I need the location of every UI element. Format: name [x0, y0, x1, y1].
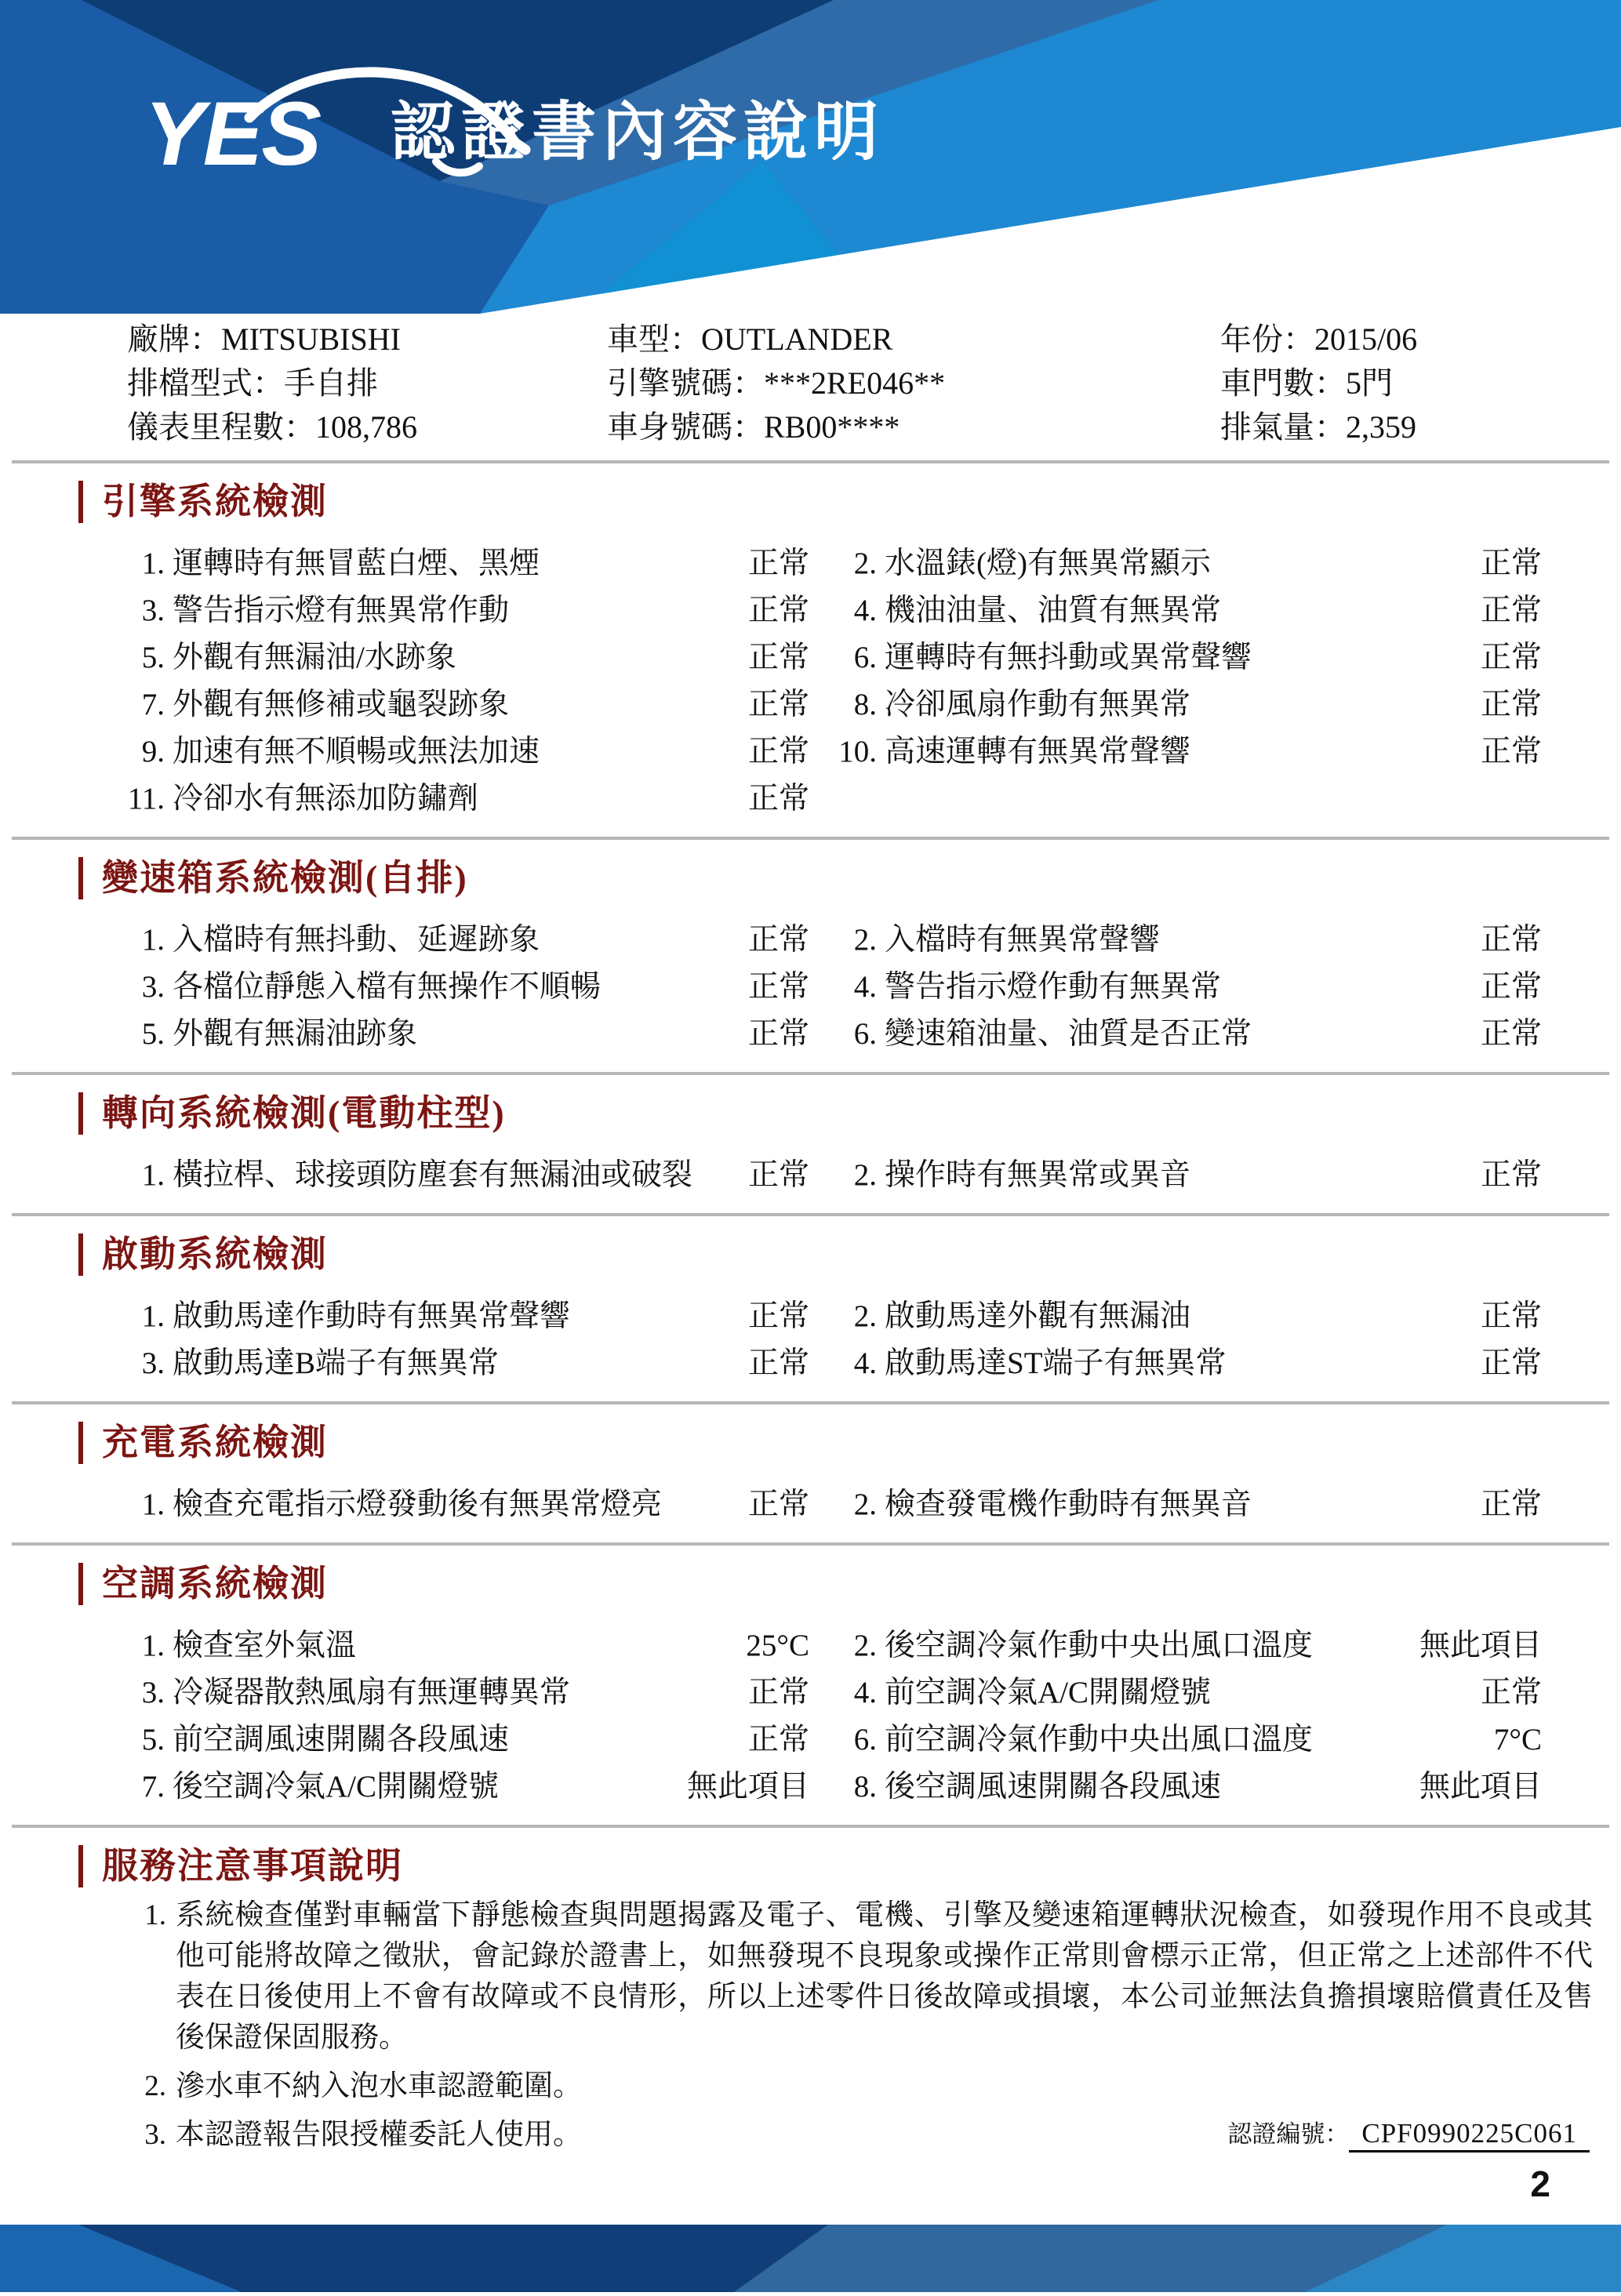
- section-title-bar: [78, 1845, 83, 1887]
- field-value: 108,786: [315, 409, 417, 445]
- field-value: ***2RE046**: [764, 365, 946, 401]
- item-status: 正常: [1480, 1676, 1542, 1709]
- item-status: 正常: [1480, 735, 1542, 768]
- section-title-row: [78, 1563, 1621, 1605]
- note-number: 3.: [144, 2119, 166, 2151]
- item-text: 前空調風速開關各段風速: [173, 1723, 510, 1757]
- section-title-row: [78, 1422, 1621, 1464]
- vehicle-info-column: [127, 322, 607, 454]
- section-divider: [12, 1213, 1609, 1216]
- note-text: 系統檢查僅對車輛當下靜態檢查與問題揭露及電子、電機、引擎及變速箱運轉狀況檢查，如發現作用不良或其他可能將故障之徵狀，會記錄於證書上，如無發現不良現象或操作正常則會標示正常，但正常之上述部件不代表在日後使用上不會有故障或不良情形，所以上述零件日後故障或損壞，本公司並無法負擔損壞賠償責任及售後保證保固服務。: [176, 1899, 1593, 2054]
- inspection-item: [125, 688, 809, 722]
- item-number: 11.: [127, 782, 165, 816]
- item-number: 7.: [141, 1770, 165, 1804]
- field-separator: ：: [670, 322, 701, 357]
- item-number: 6.: [853, 1723, 877, 1757]
- vehicle-info-field: [127, 322, 607, 357]
- field-value: OUTLANDER: [701, 322, 893, 357]
- vehicle-info: [127, 322, 1621, 454]
- inspection-item: [125, 735, 809, 769]
- item-number: 2.: [853, 1629, 877, 1662]
- inspection-item: [838, 1158, 1542, 1193]
- inspection-section: [0, 1092, 1621, 1216]
- item-status: 正常: [747, 923, 809, 957]
- item-number: 1.: [141, 547, 165, 580]
- item-number: 1.: [141, 1629, 165, 1662]
- field-separator: ：: [1283, 322, 1314, 357]
- item-number: 1.: [141, 1158, 165, 1192]
- inspection-item: [125, 1299, 809, 1334]
- section-items: [125, 1488, 1621, 1522]
- inspection-item: [125, 970, 809, 1004]
- section-title-row: [78, 1845, 1621, 1887]
- inspection-item: [125, 782, 809, 816]
- item-status: 正常: [747, 1488, 809, 1521]
- inspection-sections: [0, 481, 1621, 1828]
- inspection-item: [838, 1723, 1542, 1757]
- inspection-item: [838, 641, 1542, 675]
- item-text: 啟動馬達B端子有無異常: [173, 1346, 500, 1380]
- item-status: 正常: [747, 1676, 809, 1709]
- item-number: 2.: [853, 923, 877, 957]
- inspection-item: [125, 1770, 809, 1804]
- item-text: 前空調冷氣A/C開關燈號: [885, 1676, 1212, 1709]
- inspection-item: [125, 547, 809, 581]
- field-label: 年份: [1220, 322, 1283, 357]
- inspection-item: [838, 688, 1542, 722]
- inspection-item: [838, 594, 1542, 628]
- inspection-section: [0, 857, 1621, 1075]
- item-text: 警告指示燈有無異常作動: [173, 594, 510, 627]
- item-number: 5.: [141, 1017, 165, 1051]
- item-status: 無此項目: [1419, 1629, 1542, 1662]
- item-text: 警告指示燈作動有無異常: [885, 970, 1222, 1004]
- item-status: 正常: [747, 735, 809, 768]
- item-status: 正常: [1480, 641, 1542, 674]
- item-number: 2.: [853, 1299, 877, 1333]
- item-number: 3.: [141, 1676, 165, 1709]
- item-text: 運轉時有無抖動或異常聲響: [885, 641, 1252, 674]
- section-title: 空調系統檢測: [102, 1564, 328, 1604]
- item-status: 正常: [1480, 923, 1542, 957]
- field-value: RB00****: [764, 409, 900, 445]
- footer-banner: [0, 2225, 1621, 2292]
- section-items: [125, 1629, 1621, 1804]
- document-body: [0, 318, 1621, 2156]
- inspection-item: [838, 1629, 1542, 1663]
- item-text: 啟動馬達作動時有無異常聲響: [173, 1299, 571, 1333]
- field-label: 儀表里程數: [127, 409, 284, 445]
- section-title: 轉向系統檢測(電動柱型): [102, 1093, 506, 1133]
- note-text: 本認證報告限授權委託人使用。: [176, 2119, 582, 2151]
- inspection-item: [125, 1158, 809, 1193]
- item-status: 無此項目: [1419, 1770, 1542, 1804]
- section-title-bar: [78, 481, 83, 523]
- vehicle-info-field: [1220, 410, 1621, 445]
- item-status: 正常: [1480, 688, 1542, 721]
- item-status: 正常: [1480, 1158, 1542, 1192]
- item-number: 2.: [853, 1488, 877, 1521]
- inspection-item: [125, 641, 809, 675]
- field-label: 車門數: [1220, 365, 1314, 401]
- item-status: 正常: [747, 688, 809, 721]
- item-number: 6.: [853, 641, 877, 674]
- inspection-section: [0, 1233, 1621, 1404]
- item-text: 高速運轉有無異常聲響: [885, 735, 1191, 768]
- field-separator: ：: [1314, 365, 1346, 401]
- inspection-item: [125, 594, 809, 628]
- item-number: 4.: [853, 1346, 877, 1380]
- item-text: 後空調冷氣A/C開關燈號: [173, 1770, 500, 1804]
- item-text: 冷卻風扇作動有無異常: [885, 688, 1191, 721]
- item-status: 正常: [747, 594, 809, 627]
- inspection-item: [838, 1488, 1542, 1522]
- item-number: 6.: [853, 1017, 877, 1051]
- item-number: 7.: [141, 688, 165, 721]
- item-status: 正常: [747, 1723, 809, 1757]
- vehicle-info-field: [607, 366, 1220, 401]
- item-text: 冷卻水有無添加防鏽劑: [173, 782, 479, 816]
- item-number: 4.: [853, 594, 877, 627]
- item-number: 4.: [853, 1676, 877, 1709]
- field-separator: ：: [253, 365, 284, 401]
- section-title-row: [78, 857, 1621, 899]
- section-divider: [12, 1401, 1609, 1404]
- item-number: 2.: [853, 547, 877, 580]
- inspection-item: [125, 1723, 809, 1757]
- page-title: 認證書內容說明: [391, 96, 885, 168]
- field-separator: ：: [1314, 409, 1346, 445]
- item-text: 後空調冷氣作動中央出風口溫度: [885, 1629, 1314, 1662]
- header-graphic: [0, 0, 1621, 314]
- inspection-section: [0, 1422, 1621, 1546]
- item-text: 各檔位靜態入檔有無操作不順暢: [173, 970, 602, 1004]
- field-separator: ：: [732, 365, 764, 401]
- item-status: 正常: [747, 1017, 809, 1051]
- item-status: 正常: [747, 1299, 809, 1333]
- item-status: 正常: [747, 970, 809, 1004]
- item-number: 9.: [141, 735, 165, 768]
- item-text: 運轉時有無冒藍白煙、黑煙: [173, 547, 540, 580]
- item-text: 變速箱油量、油質是否正常: [885, 1017, 1252, 1051]
- section-divider: [12, 1542, 1609, 1546]
- item-status: 正常: [1480, 594, 1542, 627]
- item-text: 機油油量、油質有無異常: [885, 594, 1222, 627]
- section-items: [125, 1158, 1621, 1193]
- item-number: 8.: [853, 688, 877, 721]
- field-label: 廠牌: [127, 322, 190, 357]
- section-title-bar: [78, 1092, 83, 1135]
- section-title-row: [78, 1092, 1621, 1135]
- item-number: 2.: [853, 1158, 877, 1192]
- item-status: 正常: [747, 547, 809, 580]
- item-status: 正常: [747, 1346, 809, 1380]
- section-divider: [12, 837, 1609, 840]
- item-text: 檢查室外氣溫: [173, 1629, 357, 1662]
- inspection-item: [838, 1676, 1542, 1710]
- inspection-item: [838, 970, 1542, 1004]
- section-title: 變速箱系統檢測(自排): [102, 858, 468, 898]
- item-text: 後空調風速開關各段風速: [885, 1770, 1222, 1804]
- item-status: 正常: [1480, 547, 1542, 580]
- item-status: 正常: [747, 1158, 809, 1192]
- inspection-item: [838, 547, 1542, 581]
- section-title-bar: [78, 1233, 83, 1276]
- inspection-item: [125, 923, 809, 957]
- item-status: 正常: [747, 641, 809, 674]
- section-title-bar: [78, 1563, 83, 1605]
- section-title: 引擎系統檢測: [102, 481, 328, 521]
- inspection-item: [125, 1676, 809, 1710]
- footer-graphic: [0, 2225, 1621, 2292]
- vehicle-info-field: [1220, 366, 1621, 401]
- vehicle-info-field: [127, 366, 607, 401]
- item-status: 正常: [1480, 1017, 1542, 1051]
- note-number: 1.: [144, 1899, 166, 1931]
- item-status: 正常: [1480, 1346, 1542, 1380]
- vehicle-info-field: [1220, 322, 1621, 357]
- note-text: 滲水車不納入泡水車認證範圍。: [176, 2070, 582, 2102]
- section-title-bar: [78, 1422, 83, 1464]
- inspection-item: [838, 1770, 1542, 1804]
- item-number: 3.: [141, 594, 165, 627]
- certificate-number-value: CPF0990225C061: [1349, 2118, 1590, 2152]
- field-separator: ：: [284, 409, 315, 445]
- item-number: 1.: [141, 923, 165, 957]
- item-number: 5.: [141, 641, 165, 674]
- section-title: 服務注意事項說明: [102, 1846, 403, 1886]
- logo-text: YES: [144, 84, 321, 184]
- item-text: 啟動馬達ST端子有無異常: [885, 1346, 1227, 1380]
- item-text: 水溫錶(燈)有無異常顯示: [885, 547, 1211, 580]
- inspection-item: [125, 1488, 809, 1522]
- service-notes-section: [0, 1845, 1621, 2156]
- inspection-section: [0, 481, 1621, 840]
- item-status: 正常: [1480, 1299, 1542, 1333]
- field-value: 2015/06: [1314, 322, 1418, 357]
- certificate-number-row: [1227, 2114, 1590, 2149]
- field-label: 排檔型式: [127, 365, 253, 401]
- field-value: 手自排: [284, 365, 378, 401]
- header-banner: [0, 0, 1621, 314]
- item-text: 外觀有無漏油跡象: [173, 1017, 418, 1051]
- section-items: [125, 1299, 1621, 1381]
- item-status: 7°C: [1493, 1723, 1542, 1757]
- item-text: 入檔時有無抖動、延遲跡象: [173, 923, 540, 957]
- field-label: 車身號碼: [607, 409, 732, 445]
- item-text: 外觀有無修補或龜裂跡象: [173, 688, 510, 721]
- field-value: MITSUBISHI: [221, 322, 401, 357]
- section-divider: [12, 1825, 1609, 1828]
- item-status: 正常: [1480, 1488, 1542, 1521]
- item-number: 3.: [141, 970, 165, 1004]
- vehicle-info-column: [607, 322, 1220, 454]
- item-text: 檢查充電指示燈發動後有無異常燈亮: [173, 1488, 663, 1521]
- item-text: 加速有無不順暢或無法加速: [173, 735, 540, 768]
- section-items: [125, 547, 1621, 816]
- item-number: 1.: [141, 1299, 165, 1333]
- inspection-item: [838, 923, 1542, 957]
- item-number: 4.: [853, 970, 877, 1004]
- page-number: 2: [1530, 2163, 1550, 2204]
- service-note: [129, 1895, 1593, 2058]
- vehicle-info-field: [607, 410, 1220, 445]
- item-text: 前空調冷氣作動中央出風口溫度: [885, 1723, 1314, 1757]
- item-status: 正常: [747, 782, 809, 816]
- inspection-section: [0, 1563, 1621, 1828]
- note-number: 2.: [144, 2070, 166, 2102]
- item-text: 啟動馬達外觀有無漏油: [885, 1299, 1191, 1333]
- item-number: 8.: [853, 1770, 877, 1804]
- inspection-item: [838, 1346, 1542, 1381]
- field-label: 引擎號碼: [607, 365, 732, 401]
- section-items: [125, 923, 1621, 1052]
- inspection-item: [125, 1346, 809, 1381]
- section-title-row: [78, 1233, 1621, 1276]
- inspection-item: [838, 735, 1542, 769]
- item-status: 25°C: [746, 1629, 809, 1662]
- certificate-number-label: 認證編號：: [1227, 2120, 1350, 2148]
- inspection-item: [125, 1629, 809, 1663]
- field-value: 2,359: [1346, 409, 1416, 445]
- divider: [12, 460, 1609, 463]
- section-title-row: [78, 481, 1621, 523]
- item-text: 檢查發電機作動時有無異音: [885, 1488, 1252, 1521]
- section-title: 充電系統檢測: [102, 1422, 328, 1462]
- vehicle-info-field: [607, 322, 1220, 357]
- item-text: 外觀有無漏油/水跡象: [173, 641, 456, 674]
- vehicle-info-field: [127, 410, 607, 445]
- service-note: [129, 2066, 1593, 2107]
- inspection-item: [838, 1299, 1542, 1334]
- field-separator: ：: [190, 322, 221, 357]
- item-text: 冷凝器散熱風扇有無運轉異常: [173, 1676, 571, 1709]
- item-number: 3.: [141, 1346, 165, 1380]
- field-label: 排氣量: [1220, 409, 1314, 445]
- section-divider: [12, 1072, 1609, 1075]
- item-text: 橫拉桿、球接頭防塵套有無漏油或破裂: [173, 1158, 693, 1192]
- section-title-bar: [78, 857, 83, 899]
- vehicle-info-column: [1220, 322, 1621, 454]
- inspection-item: [125, 1017, 809, 1052]
- field-label: 車型: [607, 322, 670, 357]
- item-text: 入檔時有無異常聲響: [885, 923, 1161, 957]
- inspection-item: [838, 1017, 1542, 1052]
- item-number: 10.: [838, 735, 877, 768]
- item-number: 1.: [141, 1488, 165, 1521]
- field-value: 5門: [1346, 365, 1393, 401]
- item-status: 正常: [1480, 970, 1542, 1004]
- item-status: 無此項目: [686, 1770, 809, 1804]
- item-text: 操作時有無異常或異音: [885, 1158, 1191, 1192]
- field-separator: ：: [732, 409, 764, 445]
- item-number: 5.: [141, 1723, 165, 1757]
- section-title: 啟動系統檢測: [102, 1234, 328, 1274]
